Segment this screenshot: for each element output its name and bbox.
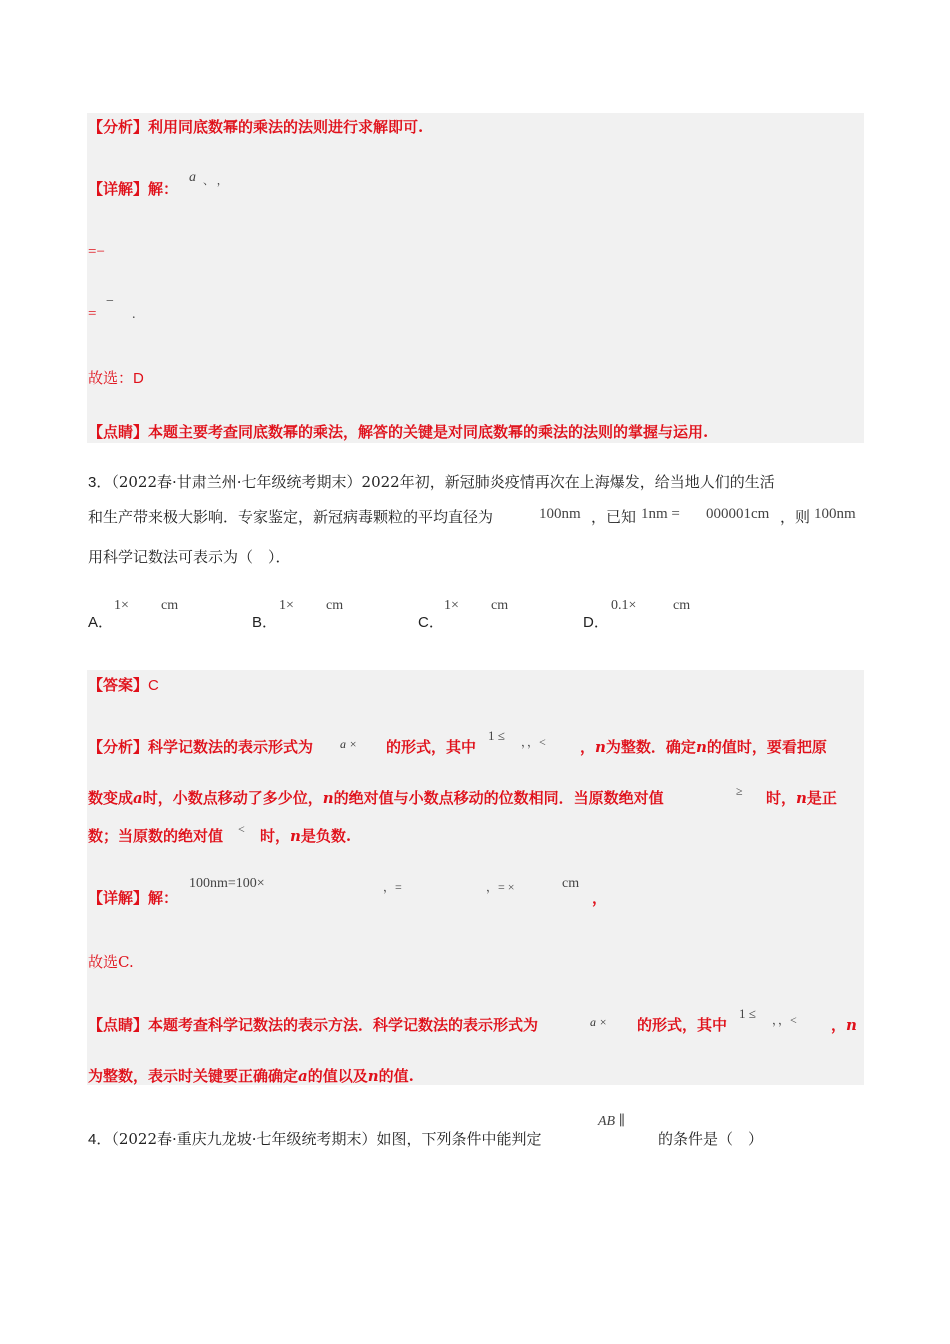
question-stem: 的条件是（ ） [658,1130,764,1148]
option-coef: 1× [114,598,129,613]
option-coef: 0.1× [611,598,637,613]
q3-line1 [88,472,775,493]
q4-stem [88,1129,542,1150]
comma: ， [592,889,608,907]
option-unit: cm [326,598,344,613]
math-000001cm: 000001cm [706,506,770,522]
question-stem-2a: 和生产带来极大影响．专家鉴定，新冠病毒颗粒的平均直径为 [88,508,494,526]
analysis-tag: 【分析】 [88,738,149,756]
math-eq: ，= [383,880,402,894]
analysis-tag: 【分析】 [88,118,149,136]
analysis-text: 的值时，要看把原 [706,738,827,756]
q2-step2-end: . [132,307,136,322]
math-100nm-2: 100nm [814,506,856,522]
analysis-text: 为整数．确定 [605,738,696,756]
comma: ， [831,1016,847,1034]
var-a: a [298,1067,308,1085]
comment-text: 为整数，表示时关键要正确确定 [88,1067,299,1085]
math-100nm-eq: 100nm=100× [189,876,265,891]
math-a-times: a × [340,737,358,751]
analysis-text: 时， [260,827,291,845]
q3-analysis-line3 [88,826,223,846]
question-stem-1: （2022春·甘肃兰州·七年级统考期末）2022年初，新冠肺炎疫情再次在上海爆发，给当地人们的生活 [111,473,775,491]
math-cm: cm [562,876,580,891]
option-unit: cm [161,598,179,613]
q3-comment-line2 [88,1066,414,1086]
answer-tag: 【答案】 [88,676,149,694]
comment-text: 的值以及 [307,1067,368,1085]
comment-tag: 【点睛】 [88,1016,149,1034]
analysis-text: 时，小数点移动了多少位， [142,789,323,807]
comma: ， [580,738,596,756]
option-label: D． [583,614,609,631]
math-lt: < [238,822,245,836]
q3-answer [88,675,159,696]
question-number: 4． [88,1131,112,1148]
q3-detail [88,888,178,908]
comment-text [831,1015,857,1035]
q3-line3: 用科学记数法可表示为（ ）． [88,548,291,566]
q2-choice: 故选：D [88,370,144,387]
option-coef: 1× [279,598,294,613]
math-lt: ，，< [772,1013,797,1027]
comment-text: 本题考查科学记数法的表示方法．科学记数法的表示形式为 [148,1016,539,1034]
q3-line2 [88,507,493,527]
q3-analysis-line2 [88,788,664,808]
math-eq-times: ，= × [486,880,515,894]
math-ab-parallel: AB ∥ [598,1114,626,1129]
option-label: C． [418,614,444,631]
q2-comment [88,422,708,442]
option-label: B． [252,614,278,631]
var-n: n [695,738,707,756]
analysis-text: 时， [766,789,797,807]
analysis-text: 科学记数法的表示形式为 [148,738,314,756]
option-coef: 1× [444,598,459,613]
analysis-text [766,788,837,808]
analysis-text [580,737,827,757]
analysis-text: 数；当原数的绝对值 [88,827,224,845]
detail-text: 解： [148,889,179,907]
option-unit: cm [673,598,691,613]
question-stem: （2022春·重庆九龙坡·七年级统考期末）如图，下列条件中能判定 [111,1130,542,1148]
math-1-le: 1 ≤ [488,728,505,743]
var-n: n [322,789,334,807]
detail-tag: 【详解】 [88,180,149,198]
option-label: A． [88,614,114,631]
q2-step1: =− [88,244,105,260]
comment-tag: 【点睛】 [88,423,149,441]
question-number: 3． [88,474,112,491]
comment-text: 的值. [378,1067,414,1085]
var-n: n [595,738,606,756]
solution-panel-q2 [87,113,864,443]
var-a: a [133,789,143,807]
question-stem-2b: ，已知 [591,508,637,526]
option-unit: cm [491,598,509,613]
q2-detail [88,179,178,199]
q3-analysis-line1 [88,737,313,757]
analysis-text: 的形式，其中 [386,738,477,756]
answer-value: C [148,677,159,694]
analysis-text: 是负数. [300,827,352,845]
math-ge: ≥ [736,784,743,798]
var-n: n [846,1016,857,1034]
math-1-le: 1 ≤ [739,1006,756,1021]
var-n: n [367,1067,379,1085]
math-lt: ，，< [521,735,546,749]
analysis-text: 数变成 [88,789,134,807]
math-100nm: 100nm [539,506,581,522]
detail-text: 解： [148,180,179,198]
q2-detail-expr-marks: 、 ， [203,175,228,187]
q2-detail-expr: a [189,170,196,185]
comment-text: 的形式，其中 [637,1016,728,1034]
math-1nm: 1nm = [641,506,680,522]
var-n: n [290,827,301,845]
q3-comment-line1 [88,1015,538,1035]
question-stem-2c: ，则 [780,508,811,526]
q2-analysis [88,117,423,137]
math-a-times: a × [590,1015,608,1029]
analysis-text: 的绝对值与小数点移动的位数相同．当原数绝对值 [333,789,664,807]
var-n: n [796,789,807,807]
analysis-text: 利用同底数幂的乘法的法则进行求解即可. [148,118,424,136]
q2-step2-eq: = [88,306,97,322]
analysis-text [260,826,351,846]
q3-choice: 故选C. [88,953,134,971]
comment-text: 本题主要考查同底数幂的乘法，解答的关键是对同底数幂的乘法的法则的掌握与运用. [148,423,709,441]
analysis-text: 是正 [806,789,837,807]
q2-step2-exp: − [106,294,114,309]
detail-tag: 【详解】 [88,889,149,907]
